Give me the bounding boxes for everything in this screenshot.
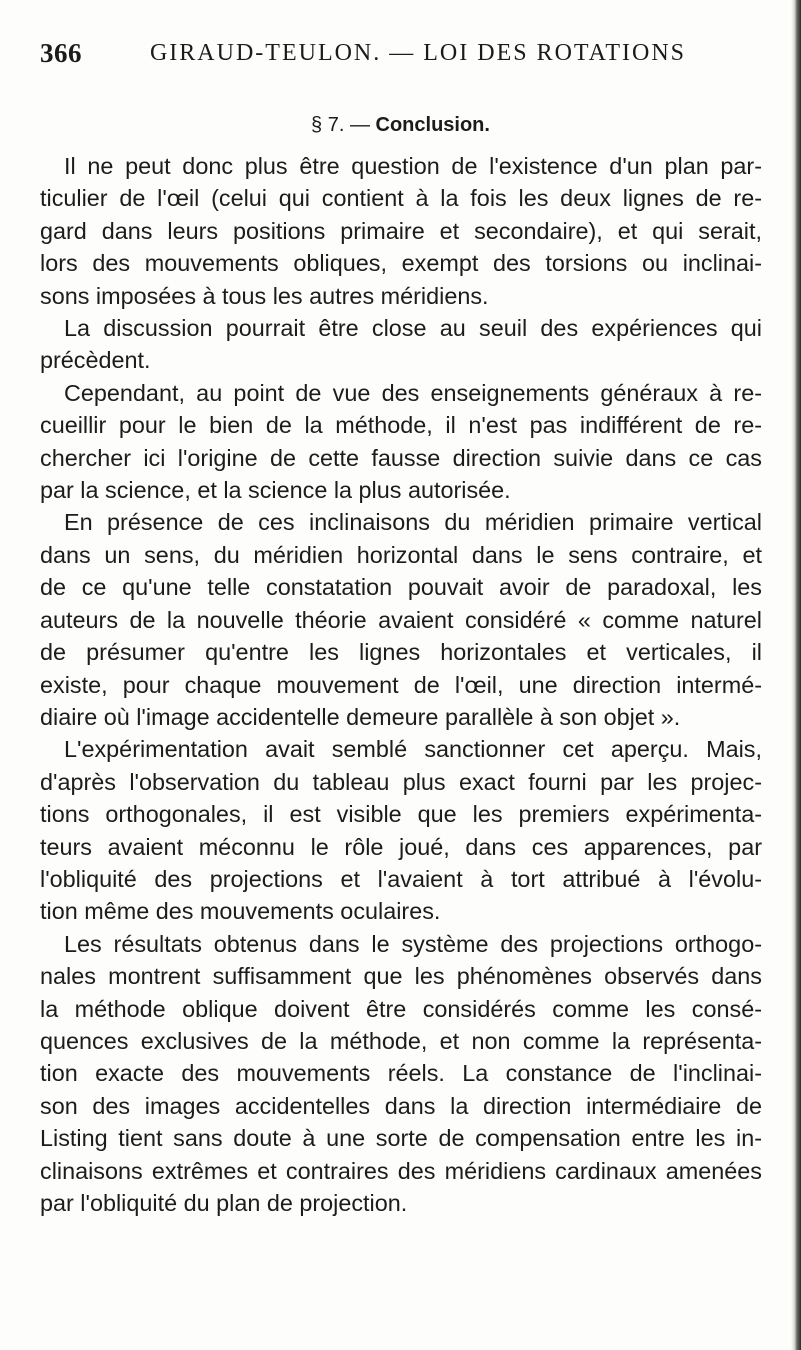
- text-line: diaire où l'image accidentelle demeure parallèle à son objet ».: [40, 703, 681, 730]
- text-line: La discussion pourrait être close au seuil des expériences qui: [64, 315, 762, 342]
- text-line: d'après l'observation du tableau plus exact fourni par les projec-: [40, 768, 762, 795]
- text-line: la méthode oblique doivent être considérés comme les consé-: [40, 995, 762, 1022]
- page-edge-shadow: [791, 0, 801, 1350]
- text-line: par la science, et la science la plus autorisée.: [40, 477, 511, 504]
- page-header: [40, 38, 750, 78]
- text-line: Il ne peut donc plus être question de l'existence d'un plan par-: [64, 153, 762, 179]
- text-line: l'obliquité des projections et l'avaient à tort attribué à l'évolu-: [40, 865, 762, 892]
- text-line: En présence de ces inclinaisons du méridien primaire vertical: [64, 509, 762, 536]
- text-line: ticulier de l'œil (celui qui contient à la fois les deux lignes de re-: [40, 185, 762, 212]
- text-line: existe, pour chaque mouvement de l'œil, une direction intermé-: [40, 671, 762, 698]
- text-line: auteurs de la nouvelle théorie avaient considéré « comme naturel: [40, 606, 762, 633]
- text-line: son des images accidentelles dans la direction intermédiaire de: [40, 1092, 762, 1119]
- section-title: Conclusion.: [375, 114, 490, 136]
- text-line: nales montrent suffisamment que les phénomènes observés dans: [40, 963, 762, 990]
- text-line: quences exclusives de la méthode, et non comme la représenta-: [40, 1027, 762, 1054]
- section-number: § 7. —: [311, 114, 376, 136]
- text-line: chercher ici l'origine de cette fausse direction suivie dans ce cas: [40, 444, 762, 471]
- text-line: de ce qu'une telle constatation pouvait avoir de paradoxal, les: [40, 574, 762, 601]
- running-title: GIRAUD-TEULON. — LOI DES ROTATIONS: [149, 40, 687, 66]
- text-line: de présumer qu'entre les lignes horizontales et verticales, il: [40, 639, 762, 666]
- text-line: tions orthogonales, il est visible que les premiers expérimenta-: [40, 801, 762, 828]
- text-line: par l'obliquité du plan de projection.: [40, 1190, 408, 1216]
- text-line: lors des mouvements obliques, exempt des torsions ou inclinai-: [40, 250, 762, 277]
- text-line: dans un sens, du méridien horizontal dans le sens contraire, et: [40, 541, 762, 568]
- text-line: tion même des mouvements oculaires.: [40, 898, 441, 925]
- text-line: clinaisons extrêmes et contraires des méridiens cardinaux amenées: [40, 1157, 762, 1184]
- page-number: 366: [40, 38, 82, 68]
- text-line: tion exacte des mouvements réels. La constance de l'inclinai-: [40, 1060, 762, 1087]
- text-line: sons imposées à tous les autres méridiens.: [40, 282, 489, 309]
- text-line: L'expérimentation avait semblé sanctionner cet aperçu. Mais,: [64, 736, 762, 763]
- text-line: Listing tient sans doute à une sorte de compensation entre les in-: [40, 1125, 762, 1152]
- text-line: Cependant, au point de vue des enseignements généraux à re-: [64, 379, 762, 406]
- text-line: gard dans leurs positions primaire et secondaire), et qui serait,: [40, 217, 762, 244]
- text-line: teurs avaient méconnu le rôle joué, dans ces apparences, par: [40, 833, 762, 860]
- section-heading: [0, 114, 801, 137]
- body-text: [40, 150, 762, 1219]
- text-line: précèdent.: [40, 347, 151, 374]
- text-line: Les résultats obtenus dans le système des projections orthogo-: [64, 930, 762, 957]
- text-line: cueillir pour le bien de la méthode, il n'est pas indifférent de re-: [40, 412, 762, 439]
